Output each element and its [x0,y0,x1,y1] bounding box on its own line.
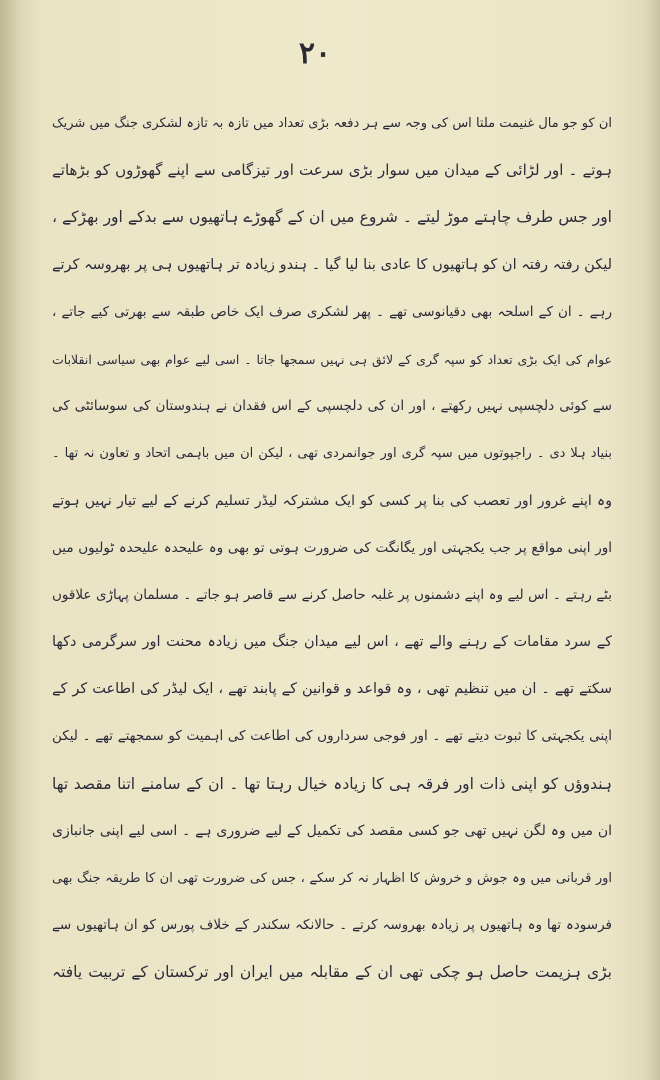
text-line: کے سرد مقامات کے رہنے والے تھے ، اس لیے میدان جنگ میں زیادہ محنت اور سرگرمی دکھا [52,634,612,651]
page-edge-shadow-left [0,0,18,1080]
text-line: عوام کی ایک بڑی تعداد کو سپہ گری کے لائق ہی نہیں سمجھا جاتا ۔ اسی لیے عوام بھی سیاسی انقلابات [52,351,612,367]
text-line: بٹے رہتے ۔ اس لیے وہ اپنے دشمنوں پر غلبہ حاصل کرنے سے قاصر ہو جاتے ۔ مسلمان پہاڑی علاقوں [52,586,612,603]
page-number: ٢٠ [298,36,332,71]
text-line: ان کو جو مال غنیمت ملتا اس کی وجہ سے ہر دفعہ بڑی تعداد میں تازہ بہ تازہ لشکری جنگ میں شریک [52,116,612,131]
text-line: بنیاد ہلا دی ۔ راجپوتوں میں سپہ گری اور جوانمردی تھی ، لیکن ان میں باہمی اتحاد و تعاون نہ تھا ۔ [52,446,612,462]
text-line: ہوتے ۔ اور لڑائی کے میدان میں سوار بڑی سرعت اور تیزگامی سے اپنے گھوڑوں کو بڑھاتے [52,161,612,180]
text-line: اور اپنی مواقع پر جب یکجہتی اور یگانگت کی ضرورت ہوتی تو بھی وہ علیحدہ علیحدہ ٹولیوں میں [52,539,612,556]
page-edge-shadow-right [642,0,660,1080]
text-line: رہے ۔ ان کے اسلحہ بھی دقیانوسی تھے ۔ پھر لشکری صرف ایک خاص طبقہ سے بھرتی کیے جاتے ، [52,303,612,320]
text-line: اور جس طرف چاہتے موڑ لیتے ۔ شروع میں ان کے گھوڑے ہاتھیوں سے بدکے اور بھڑکے ، [52,208,612,227]
text-line: ان میں وہ لگن نہیں تھی جو کسی مقصد کی تکمیل کے لیے ضروری ہے ۔ اسی لیے اپنی جانبازی [52,822,612,839]
text-line: لیکن رفتہ رفتہ ان کو ہاتھیوں کا عادی بنا لیا گیا ۔ ہندو زیادہ تر ہاتھیوں ہی پر بھروسہ کرتے [52,256,612,273]
text-line: وہ اپنے غرور اور تعصب کی بنا پر کسی کو ایک مشترکہ لیڈر تسلیم کرنے کے لیے تیار نہیں ہوتے [52,492,612,509]
text-line: اور قربانی میں وہ جوش و خروش کا اظہار نہ کر سکے ، جس کی ضرورت تھی ان کا طریقہ جنگ بھی [52,871,612,886]
text-line: سے کوئی دلچسپی نہیں رکھتے ، اور ان کی دلچسپی کے اس فقدان نے ہندوستان کی سوسائٹی کی [52,398,612,415]
text-line: اپنی یکجہتی کا ثبوت دیتے تھے ۔ اور فوجی سرداروں کی اطاعت کی اہمیت کو سمجھتے تھے ۔ لیکن [52,728,612,745]
body-text [52,100,612,997]
text-line: بڑی ہزیمت حاصل ہو چکی تھی ان کے مقابلہ میں ایران اور ترکستان کے تربیت یافتہ [52,963,612,982]
text-line: سکتے تھے ۔ ان میں تنظیم تھی ، وہ قواعد و قوانین کے پابند تھے ، ایک لیڈر کی اطاعت کر کے [52,681,612,698]
text-line: فرسودہ تھا وہ ہاتھیوں پر زیادہ بھروسہ کرتے ۔ حالانکہ سکندر کے خلاف پورس کو ان ہاتھیوں سے [52,917,612,934]
text-line: ہندوؤں کو اپنی ذات اور فرقہ ہی کا زیادہ خیال رہتا تھا ۔ ان کے سامنے اتنا مقصد تھا [52,774,612,793]
